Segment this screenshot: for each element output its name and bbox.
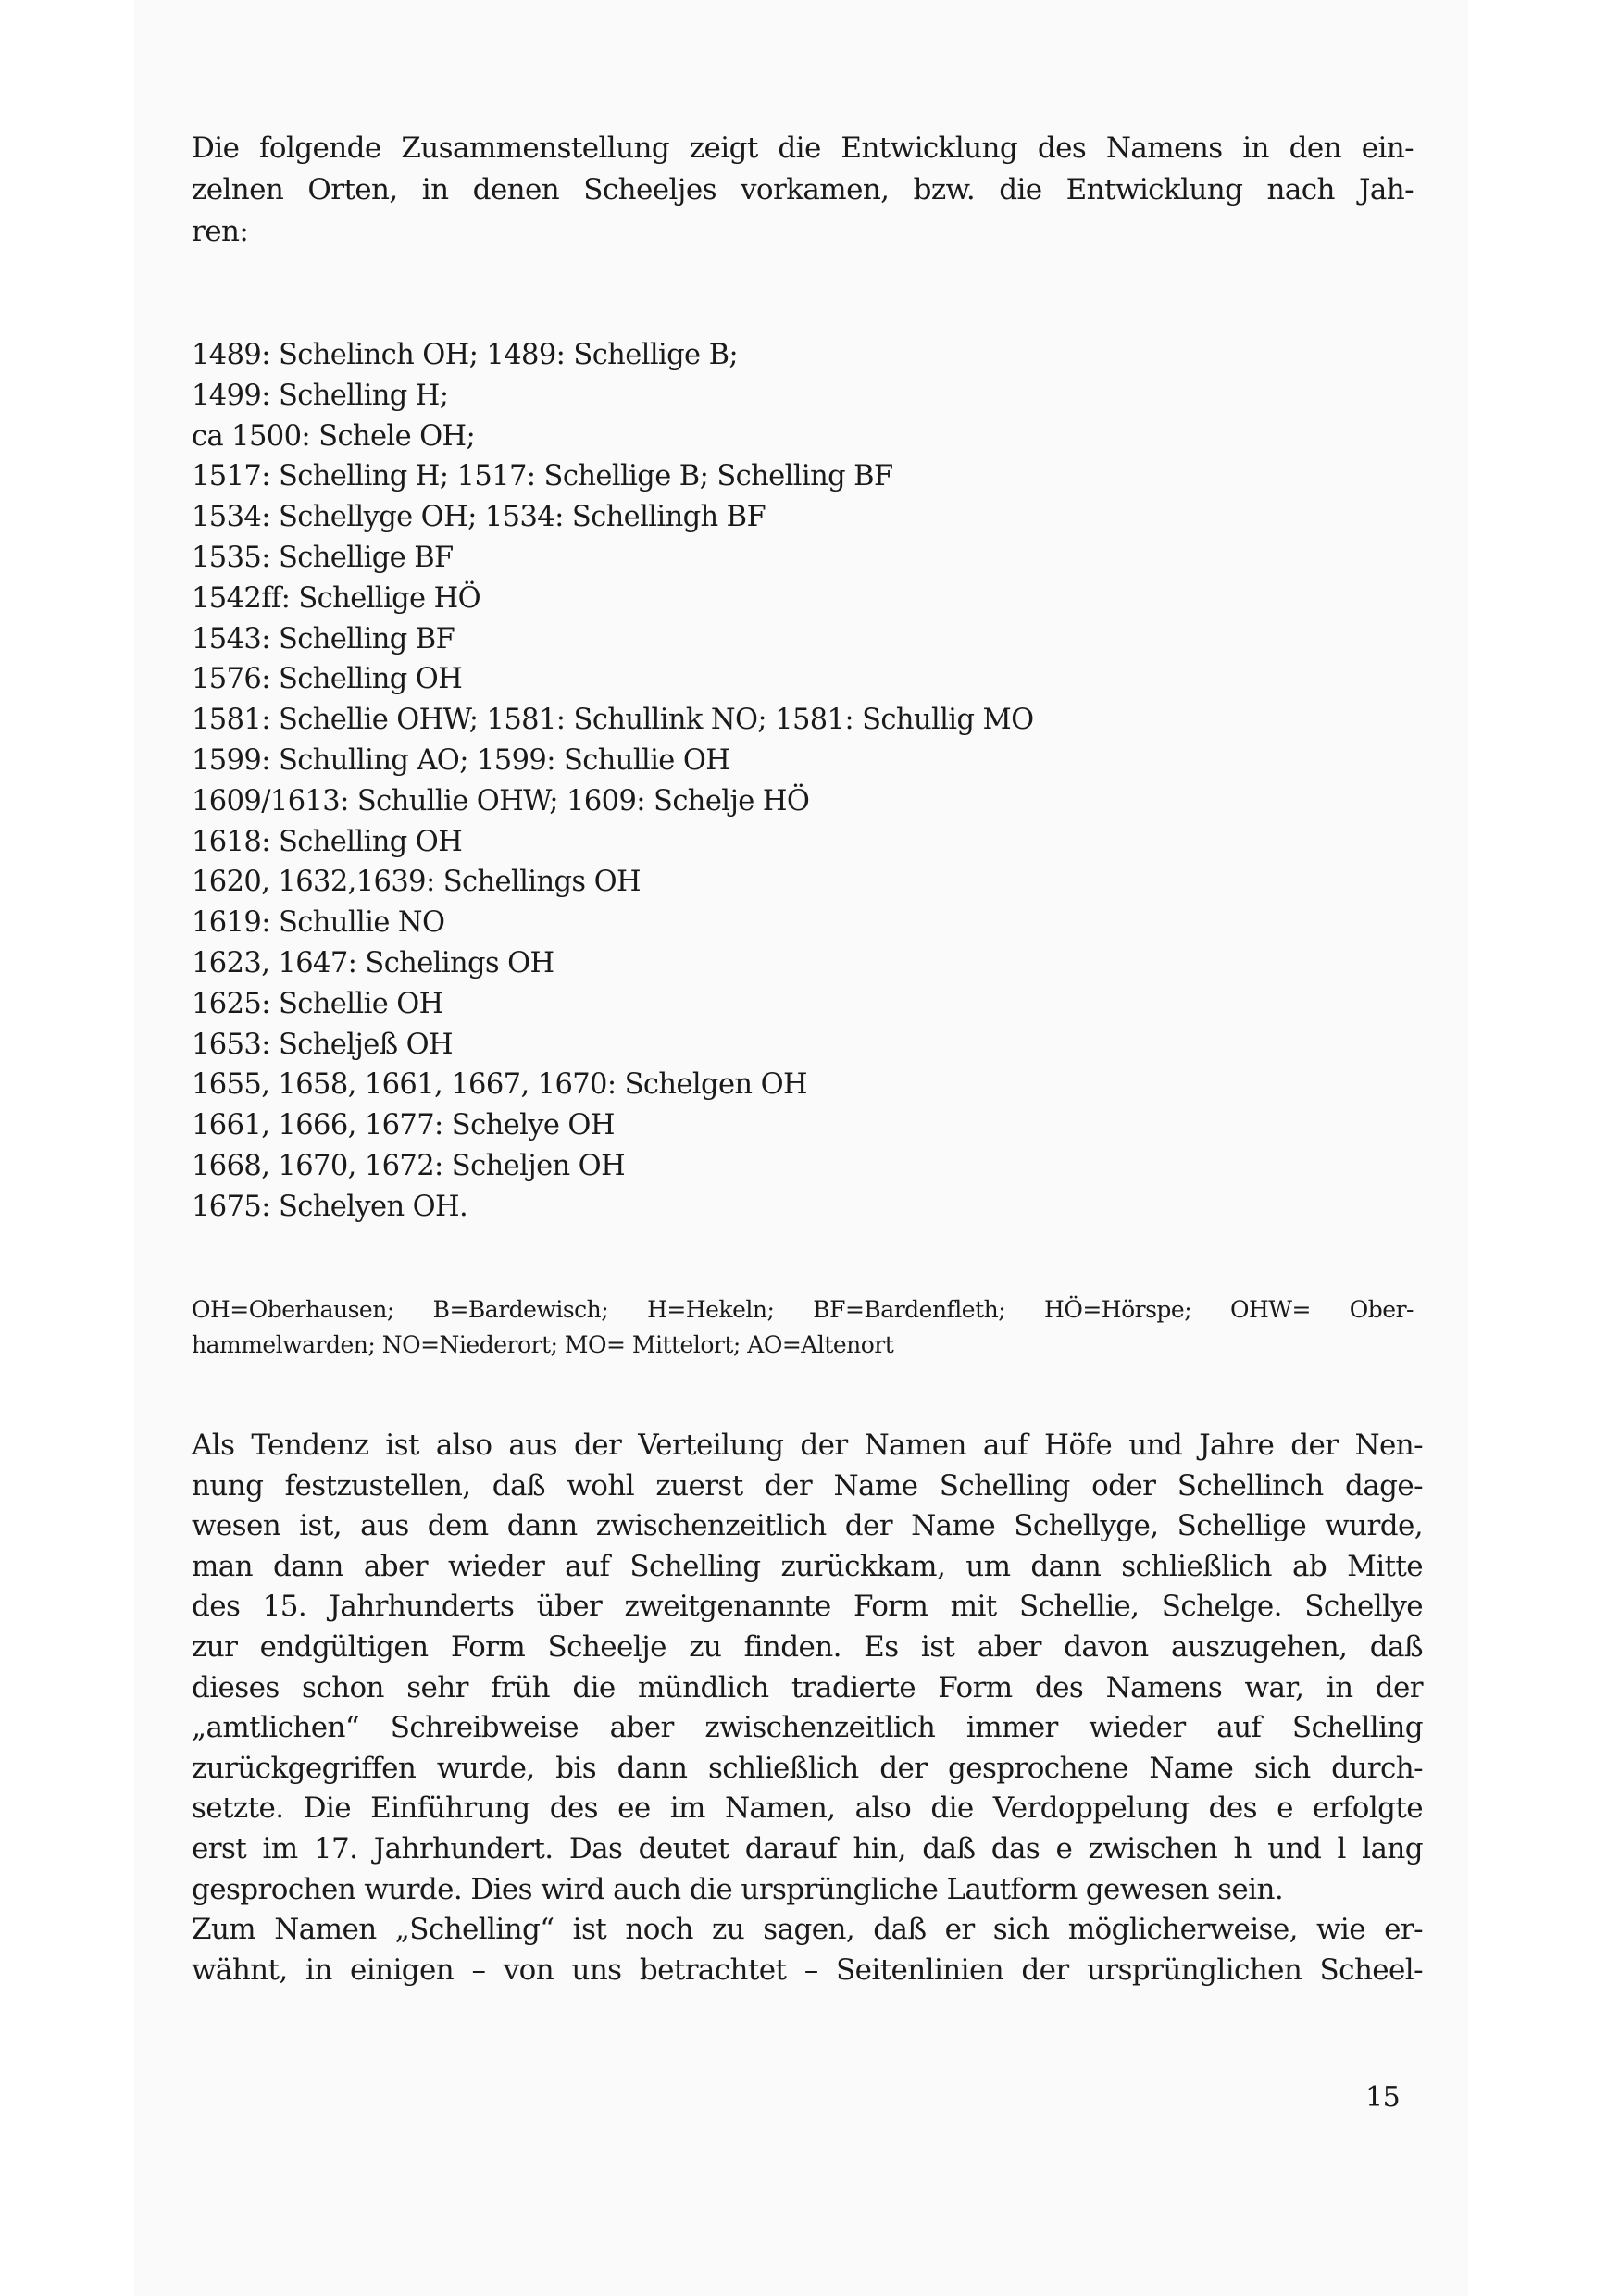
abbreviation-legend — [192, 1292, 1423, 1363]
list-item: 1653: Scheljeß OH — [192, 1028, 453, 1061]
body-line: gesprochen wurde. Dies wird auch die ursprüngliche Lautform gewesen sein. — [192, 1872, 1284, 1906]
body-line: des 15. Jahrhunderts über zweitgenannte Form mit Schellie, Schelge. Schellye — [192, 1590, 1423, 1624]
page-left-margin — [0, 0, 134, 2296]
list-item: 1668, 1670, 1672: Scheljen OH — [192, 1149, 626, 1182]
list-item: ca 1500: Schele OH; — [192, 419, 476, 453]
list-item: 1576: Schelling OH — [192, 663, 463, 696]
intro-line: ren: — [192, 215, 249, 248]
page-right-margin — [1468, 0, 1607, 2296]
list-item: 1517: Schelling H; 1517: Schellige B; Schelling BF — [192, 460, 893, 493]
body-line: wähnt, in einigen – von uns betrachtet – Seitenlinien der ursprünglichen Scheel- — [192, 1953, 1423, 1987]
list-item: 1623, 1647: Schelings OH — [192, 946, 554, 980]
body-line: setzte. Die Einführung des ee im Namen, also die Verdoppelung des e erfolgte — [192, 1791, 1423, 1826]
body-line: zur endgültigen Form Scheelje zu finden. Es ist aber davon auszugehen, daß — [192, 1629, 1423, 1664]
body-line: Als Tendenz ist also aus der Verteilung der Namen auf Höfe und Jahre der Nen- — [192, 1429, 1423, 1462]
body-line: man dann aber wieder auf Schelling zurückkam, um dann schließlich ab Mitte — [192, 1549, 1423, 1583]
name-history-list — [192, 335, 1423, 1228]
page-number: 15 — [1365, 2081, 1401, 2114]
list-item: 1535: Schellige BF — [192, 541, 454, 574]
list-item: 1499: Schelling H; — [192, 379, 449, 412]
list-item: 1534: Schellyge OH; 1534: Schellingh BF — [192, 501, 766, 534]
body-line: wesen ist, aus dem dann zwischenzeitlich der Name Schellyge, Schellige wurde, — [192, 1509, 1423, 1543]
list-item: 1489: Schelinch OH; 1489: Schellige B; — [192, 339, 739, 371]
list-item: 1618: Schelling OH — [192, 825, 463, 858]
list-item: 1675: Schelyen OH. — [192, 1190, 468, 1223]
list-item: 1620, 1632,1639: Schellings OH — [192, 866, 641, 899]
body-line: Zum Namen „Schelling“ ist noch zu sagen, daß er sich möglicherweise, wie er- — [192, 1913, 1423, 1947]
legend-line: hammelwarden; NO=Niederort; MO= Mittelort; AO=Altenort — [192, 1331, 894, 1358]
list-item: 1599: Schulling AO; 1599: Schullie OH — [192, 743, 730, 777]
list-item: 1655, 1658, 1661, 1667, 1670: Schelgen OH — [192, 1068, 807, 1102]
intro-line: zelnen Orten, in denen Scheeljes vorkamen, bzw. die Entwicklung nach Jah- — [192, 173, 1414, 206]
list-item: 1661, 1666, 1677: Schelye OH — [192, 1109, 615, 1142]
body-line: nung festzustellen, daß wohl zuerst der Name Schelling oder Schellinch dage- — [192, 1468, 1423, 1503]
list-item: 1609/1613: Schullie OHW; 1609: Schelje HÖ — [192, 784, 810, 817]
legend-line: OH=Oberhausen; B=Bardewisch; H=Hekeln; BF=Bardenfleth; HÖ=Hörspe; OHW= Ober- — [192, 1296, 1414, 1323]
list-item: 1542ff: Schellige HÖ — [192, 581, 480, 615]
intro-paragraph — [192, 128, 1423, 253]
body-paragraph — [192, 1426, 1423, 1990]
body-line: dieses schon sehr früh die mündlich tradierte Form des Namens war, in der — [192, 1670, 1423, 1704]
list-item: 1543: Schelling BF — [192, 622, 455, 655]
list-item: 1619: Schullie NO — [192, 906, 445, 940]
body-line: „amtlichen“ Schreibweise aber zwischenzeitlich immer wieder auf Schelling — [192, 1711, 1423, 1745]
body-line: erst im 17. Jahrhundert. Das deutet darauf hin, daß das e zwischen h und l lang — [192, 1831, 1423, 1866]
body-line: zurückgegriffen wurde, bis dann schließlich der gesprochene Name sich durch- — [192, 1751, 1423, 1785]
intro-line: Die folgende Zusammenstellung zeigt die Entwicklung des Namens in den ein- — [192, 131, 1414, 165]
list-item: 1581: Schellie OHW; 1581: Schullink NO; 1581: Schullig MO — [192, 704, 1034, 737]
list-item: 1625: Schellie OH — [192, 987, 443, 1020]
